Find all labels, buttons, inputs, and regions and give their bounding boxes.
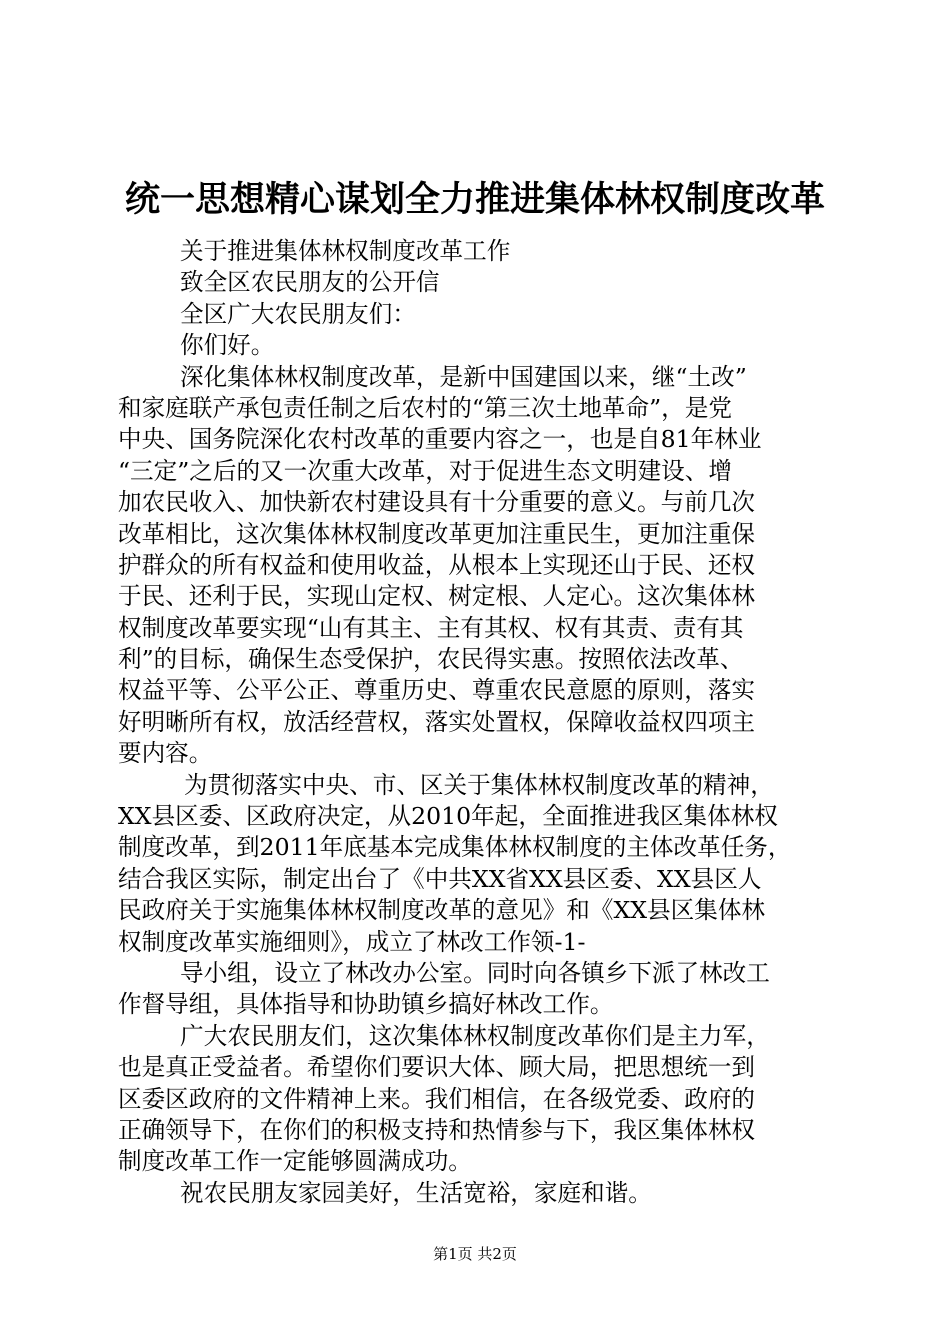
text-line: 权制度改革要实现“山有其主、主有其权、权有其责、责有其: [118, 613, 744, 642]
text-line: 全区广大农民朋友们：: [180, 299, 416, 328]
text-line: 中央、国务院深化农村改革的重要内容之一，也是自81年林业: [118, 425, 762, 454]
text-line: “三定”之后的又一次重大改革，对于促进生态文明建设、增: [118, 456, 732, 485]
text-line: 致全区农民朋友的公开信: [180, 268, 440, 297]
text-line: 权制度改革实施细则》，成立了林改工作领-1-: [118, 927, 586, 956]
document-title: 统一思想精心谋划全力推进集体林权制度改革: [124, 180, 825, 220]
text-line: 广大农民朋友们，这次集体林权制度改革你们是主力军，: [180, 1021, 770, 1050]
text-line: 护群众的所有权益和使用收益，从根本上实现还山于民、还权: [118, 550, 756, 579]
text-line: 民政府关于实施集体林权制度改革的意见》和《XX县区集体林: [118, 896, 766, 925]
text-line: 正确领导下，在你们的积极支持和热情参与下，我区集体林权: [118, 1115, 756, 1144]
text-line: 利”的目标，确保生态受保护，农民得实惠。按照依法改革、: [118, 645, 744, 674]
text-line: 祝农民朋友家园美好，生活宽裕，家庭和谐。: [180, 1178, 652, 1207]
text-line: 于民、还利于民，实现山定权、树定根、人定心。这次集体林: [118, 582, 756, 611]
text-line: 导小组，设立了林改办公室。同时向各镇乡下派了林改工: [180, 958, 770, 987]
text-line: 制度改革，到2011年底基本完成集体林权制度的主体改革任务，: [118, 833, 792, 862]
text-line: XX县区委、区政府决定，从2010年起，全面推进我区集体林权: [118, 802, 778, 831]
text-line: 权益平等、公平公正、尊重历史、尊重农民意愿的原则，落实: [118, 676, 756, 705]
text-line: 制度改革工作一定能够圆满成功。: [118, 1147, 472, 1176]
text-line: 关于推进集体林权制度改革工作: [180, 237, 511, 265]
text-line: 为贯彻落实中央、市、区关于集体林权制度改革的精神，: [184, 770, 774, 799]
document-body: [118, 236, 832, 1209]
text-line: 作督导组，具体指导和协助镇乡搞好林改工作。: [118, 990, 614, 1019]
text-line: 加农民收入、加快新农村建设具有十分重要的意义。与前几次: [118, 488, 756, 517]
text-line: 深化集体林权制度改革，是新中国建国以来，继“土改”: [180, 362, 747, 391]
text-line: 好明晰所有权，放活经营权，落实处置权，保障收益权四项主: [118, 707, 756, 736]
text-line: 改革相比，这次集体林权制度改革更加注重民生，更加注重保: [118, 519, 756, 548]
text-line: 也是真正受益者。希望你们要识大体、顾大局，把思想统一到: [118, 1053, 756, 1082]
text-line: 区委区政府的文件精神上来。我们相信，在各级党委、政府的: [118, 1084, 756, 1113]
text-line: 要内容。: [118, 739, 213, 768]
text-line: 和家庭联产承包责任制之后农村的“第三次土地革命”，是党: [118, 393, 732, 422]
page-footer: 第1页 共2页: [433, 1245, 517, 1263]
text-line: 你们好。: [180, 331, 275, 360]
text-line: 结合我区实际，制定出台了《中共XX省XX县区委、XX县区人: [118, 864, 762, 893]
